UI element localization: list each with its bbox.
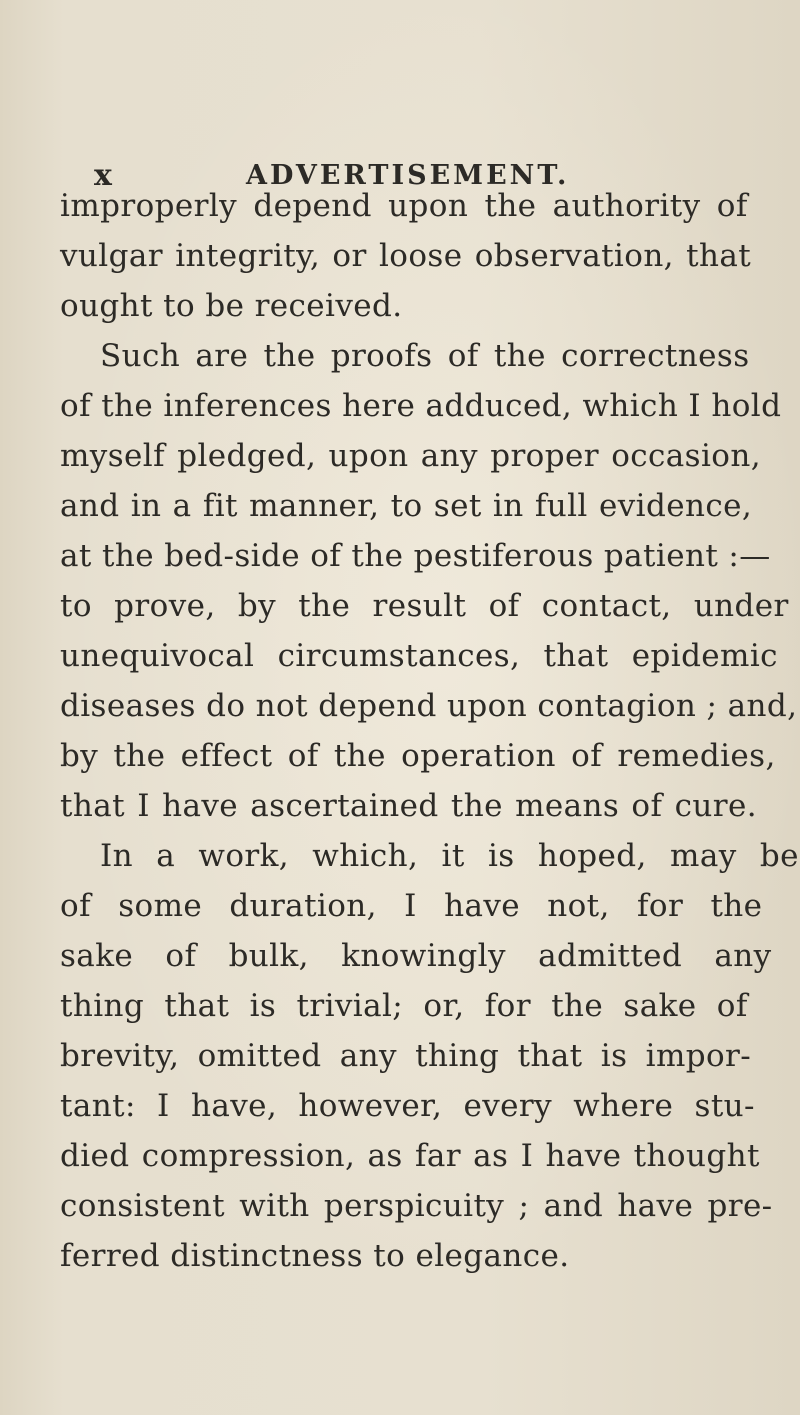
text-line: tant: I have, however, every where stu-: [60, 1088, 755, 1124]
text-line: vulgar integrity, or loose observation, that: [60, 238, 752, 274]
page-number: x: [94, 158, 113, 193]
text-line: of the inferences here adduced, which I hold: [60, 388, 782, 424]
text-line: unequivocal circumstances, that epidemic: [60, 638, 778, 674]
text-line: thing that is trivial; or, for the sake of: [60, 988, 748, 1024]
text-line: at the bed-side of the pestiferous patient :—: [60, 538, 771, 574]
text-line: to prove, by the result of contact, under: [60, 588, 789, 624]
text-line: sake of bulk, knowingly admitted any: [60, 938, 772, 974]
text-line: consistent with perspicuity ; and have pre-: [60, 1188, 773, 1224]
text-line: ferred distinctness to elegance.: [60, 1238, 570, 1274]
text-line: myself pledged, upon any proper occasion,: [60, 438, 761, 474]
text-line: died compression, as far as I have thought: [60, 1138, 760, 1174]
text-line: ought to be received.: [60, 288, 403, 324]
text-line: diseases do not depend upon contagion ; and,: [60, 688, 798, 724]
text-line: by the effect of the operation of remedies,: [60, 738, 776, 774]
text-line: In a work, which, it is hoped, may be: [100, 838, 799, 874]
text-line: Such are the proofs of the correctness: [100, 338, 750, 374]
running-head: ADVERTISEMENT.: [246, 160, 570, 191]
text-line: and in a fit manner, to set in full evidence,: [60, 488, 753, 524]
text-line: brevity, omitted any thing that is impor-: [60, 1038, 752, 1074]
text-line: that I have ascertained the means of cure.: [60, 788, 757, 824]
text-line: of some duration, I have not, for the: [60, 888, 763, 924]
text-line: improperly depend upon the authority of: [60, 188, 748, 224]
